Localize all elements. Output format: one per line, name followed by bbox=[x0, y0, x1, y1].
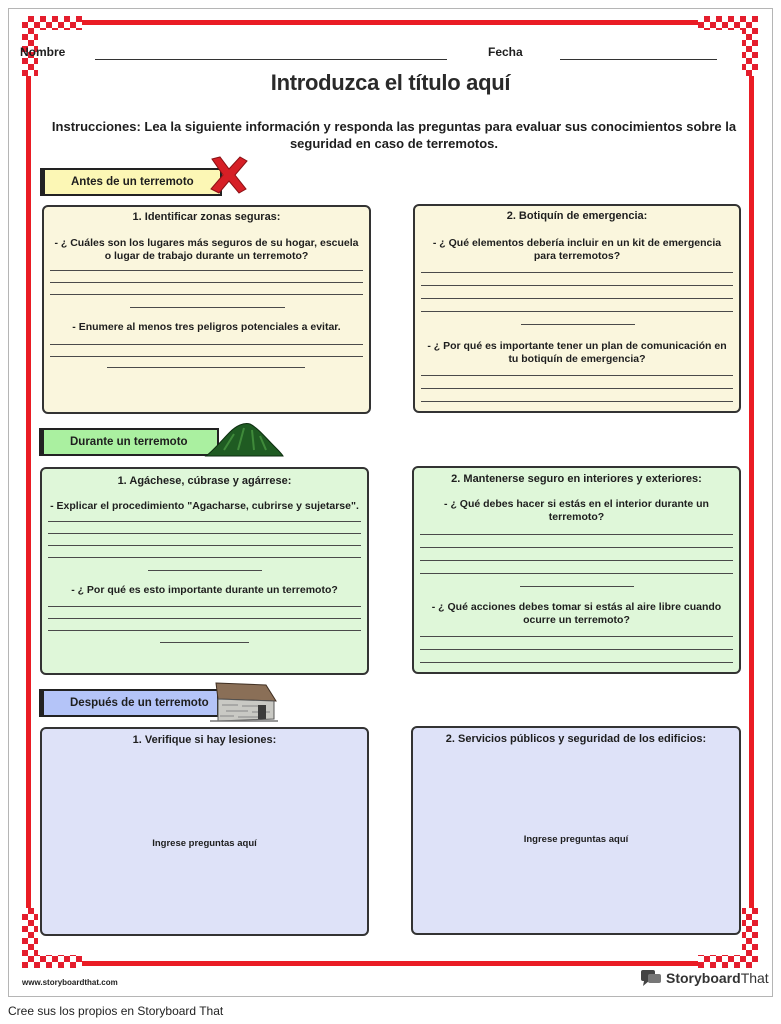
answer-line[interactable] bbox=[521, 324, 635, 325]
box-identify-safe-zones bbox=[42, 205, 371, 414]
question-text: - ¿ Por qué es esto importante durante un terremoto? bbox=[71, 584, 338, 596]
answer-line[interactable] bbox=[421, 375, 733, 376]
box-drop-cover-hold bbox=[40, 467, 369, 675]
answer-line[interactable] bbox=[421, 388, 733, 389]
box-title: 1. Verifique si hay lesiones: bbox=[132, 734, 277, 746]
answer-line[interactable] bbox=[48, 606, 361, 607]
box-stay-safe-indoors-outdoors bbox=[412, 466, 741, 674]
date-label: Fecha bbox=[488, 45, 523, 59]
answer-line[interactable] bbox=[48, 630, 361, 631]
answer-line[interactable] bbox=[48, 521, 361, 522]
answer-line[interactable] bbox=[107, 367, 305, 368]
answer-line[interactable] bbox=[520, 586, 634, 587]
answer-line[interactable] bbox=[160, 642, 249, 643]
instructions-text: Instrucciones: Lea la siguiente información y responda las preguntas para evaluar sus conocimientos sobre la seguridad en caso de terremotos. bbox=[51, 119, 737, 151]
answer-line[interactable] bbox=[50, 344, 363, 345]
box-title: 2. Servicios públicos y seguridad de los edificios: bbox=[445, 733, 707, 745]
name-field[interactable] bbox=[95, 59, 447, 60]
answer-line[interactable] bbox=[421, 311, 733, 312]
answer-line[interactable] bbox=[420, 649, 733, 650]
answer-line[interactable] bbox=[48, 545, 361, 546]
answer-line[interactable] bbox=[148, 570, 262, 571]
section-label-during: Durante un terremoto bbox=[39, 428, 219, 456]
stone-house-icon bbox=[208, 679, 280, 723]
box-title: 2. Mantenerse seguro en interiores y exteriores: bbox=[451, 473, 702, 485]
answer-line[interactable] bbox=[420, 547, 733, 548]
speech-bubble-icon bbox=[640, 969, 662, 987]
answer-line[interactable] bbox=[50, 294, 363, 295]
bottom-caption[interactable]: Cree sus los propios en Storyboard That bbox=[8, 1004, 224, 1018]
section-label-before: Antes de un terremoto bbox=[40, 168, 222, 196]
answer-line[interactable] bbox=[48, 618, 361, 619]
box-check-injuries bbox=[40, 727, 369, 936]
question-text: - ¿ Por qué es importante tener un plan de comunicación en tu botiquín de emergencia? bbox=[427, 340, 727, 365]
questions-placeholder[interactable]: Ingrese preguntas aquí bbox=[152, 838, 257, 849]
answer-line[interactable] bbox=[420, 662, 733, 663]
green-mountain-icon bbox=[204, 420, 284, 458]
brand-light: That bbox=[740, 970, 769, 986]
answer-line[interactable] bbox=[130, 307, 285, 308]
date-field[interactable] bbox=[560, 59, 717, 60]
question-text: - ¿ Cuáles son los lugares más seguros de su hogar, escuela o lugar de trabajo durante un terremoto? bbox=[54, 237, 359, 262]
answer-line[interactable] bbox=[420, 560, 733, 561]
red-x-icon bbox=[208, 155, 250, 195]
answer-line[interactable] bbox=[421, 272, 733, 273]
answer-line[interactable] bbox=[421, 285, 733, 286]
section-label-after: Después de un terremoto bbox=[39, 689, 219, 717]
answer-line[interactable] bbox=[48, 533, 361, 534]
box-title: 1. Agáchese, cúbrase y agárrese: bbox=[117, 475, 292, 487]
question-text: - ¿ Qué elementos debería incluir en un kit de emergencia para terremotos? bbox=[432, 237, 722, 262]
box-title: 2. Botiquín de emergencia: bbox=[506, 210, 648, 222]
box-utilities-building-safety bbox=[411, 726, 741, 935]
question-text: - ¿ Qué debes hacer si estás en el interior durante un terremoto? bbox=[444, 498, 709, 523]
page-title[interactable]: Introduzca el título aquí bbox=[270, 70, 511, 95]
brand-bold: Storyboard bbox=[666, 970, 741, 986]
storyboardthat-logo[interactable] bbox=[640, 969, 769, 987]
answer-line[interactable] bbox=[50, 356, 363, 357]
footer-url[interactable]: www.storyboardthat.com bbox=[22, 978, 118, 987]
answer-line[interactable] bbox=[48, 557, 361, 558]
box-title: 1. Identificar zonas seguras: bbox=[132, 211, 281, 223]
box-emergency-kit bbox=[413, 204, 741, 413]
question-text: - ¿ Qué acciones debes tomar si estás al aire libre cuando ocurre un terremoto? bbox=[431, 601, 722, 626]
answer-line[interactable] bbox=[421, 401, 733, 402]
question-text: - Explicar el procedimiento "Agacharse, cubrirse y sujetarse". bbox=[50, 500, 359, 512]
answer-line[interactable] bbox=[420, 636, 733, 637]
question-text: - Enumere al menos tres peligros potenciales a evitar. bbox=[72, 321, 341, 333]
questions-placeholder[interactable]: Ingrese preguntas aquí bbox=[523, 834, 629, 845]
answer-line[interactable] bbox=[421, 298, 733, 299]
name-label: Nombre bbox=[20, 45, 66, 59]
answer-line[interactable] bbox=[420, 534, 733, 535]
answer-line[interactable] bbox=[420, 573, 733, 574]
answer-line[interactable] bbox=[50, 282, 363, 283]
answer-line[interactable] bbox=[50, 270, 363, 271]
